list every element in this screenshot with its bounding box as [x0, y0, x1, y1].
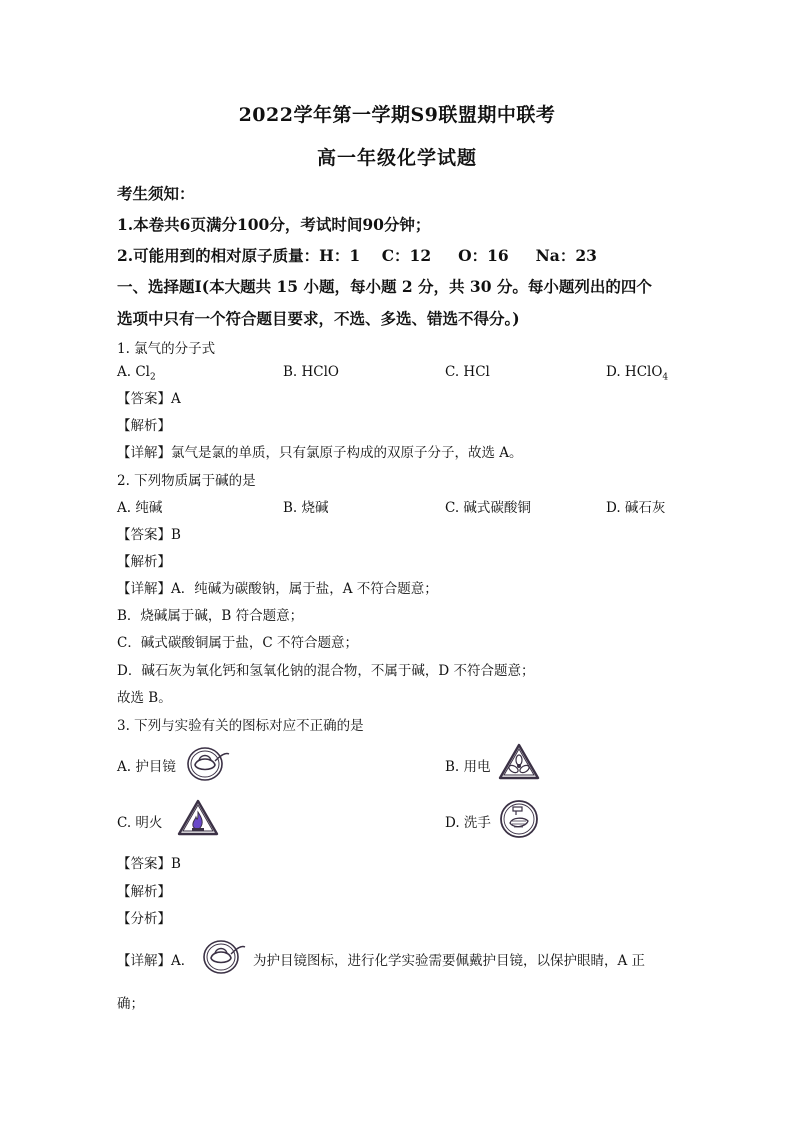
q3-option-a: A. 护目镜: [117, 759, 176, 775]
goggles-icon: [185, 744, 231, 784]
q3-detail-end: 确；: [117, 996, 144, 1012]
hand-wash-icon: [498, 799, 540, 839]
q1-stem: 1. 氯气的分子式: [117, 341, 216, 357]
goggles-icon-inline: [200, 937, 248, 977]
q2-detail-1: 【详解】A．纯碱为碳酸钠，属于盐，A 不符合题意；: [117, 581, 438, 597]
notice-line-2: 2.可能用到的相对原子质量：H：1 C：12 O：16 Na：23: [117, 246, 597, 265]
q3-answer: 【答案】B: [117, 856, 181, 872]
q2-stem: 2. 下列物质属于碱的是: [117, 473, 256, 489]
q2-conclusion: 故选 B。: [117, 690, 172, 706]
notice-heading: 考生须知：: [117, 184, 195, 203]
q1-option-c: C. HCl: [445, 364, 490, 380]
q1-answer: 【答案】A: [117, 391, 181, 407]
q3-detail-suffix: 为护目镜图标，进行化学实验需要佩戴护目镜，以保护眼睛，A 正: [253, 953, 646, 969]
q3-detail-prefix: 【详解】A．: [117, 953, 195, 969]
q2-option-c: C. 碱式碳酸铜: [445, 500, 531, 516]
section-heading-line-1: 一、选择题Ⅰ(本大题共 15 小题，每小题 2 分，共 30 分。每小题列出的四个: [117, 277, 652, 296]
q3-option-b: B. 用电: [445, 759, 491, 775]
q1-option-a: A. $Cl_2$: [117, 364, 156, 383]
q1-analysis: 【解析】: [117, 418, 171, 434]
open-flame-icon: [176, 798, 220, 838]
q3-analysis: 【解析】: [117, 884, 171, 900]
q1-option-b: B. HClO: [283, 364, 339, 380]
section-heading-line-2: 选项中只有一个符合题目要求，不选、多选、错选不得分。): [117, 309, 520, 328]
q2-option-a: A. 纯碱: [117, 500, 163, 516]
q3-option-d: D. 洗手: [445, 815, 491, 831]
q3-stem: 3. 下列与实验有关的图标对应不正确的是: [117, 718, 364, 734]
q2-answer: 【答案】B: [117, 527, 181, 543]
q3-fenxi: 【分析】: [117, 911, 171, 927]
q2-option-b: B. 烧碱: [283, 500, 329, 516]
exam-subtitle: 高一年级化学试题: [316, 147, 477, 169]
q2-detail-3: C．碱式碳酸铜属于盐，C 不符合题意；: [117, 635, 358, 651]
q2-analysis: 【解析】: [117, 554, 171, 570]
q2-detail-4: D．碱石灰为氧化钙和氢氧化钠的混合物，不属于碱，D 不符合题意；: [117, 663, 535, 679]
q1-option-d: D. HClO$_4$: [606, 364, 669, 383]
notice-line-1: 1.本卷共6页满分100分，考试时间90分钟；: [117, 215, 431, 234]
q2-detail-2: B．烧碱属于碱，B 符合题意；: [117, 608, 304, 624]
q2-option-d: D. 碱石灰: [606, 500, 666, 516]
electricity-icon: [497, 742, 541, 782]
q1-detail: 【详解】氯气是氯的单质，只有氯原子构成的双原子分子，故选 A。: [117, 445, 523, 461]
exam-title: 2022学年第一学期S9联盟期中联考: [238, 104, 556, 126]
q3-option-c: C. 明火: [117, 815, 163, 831]
